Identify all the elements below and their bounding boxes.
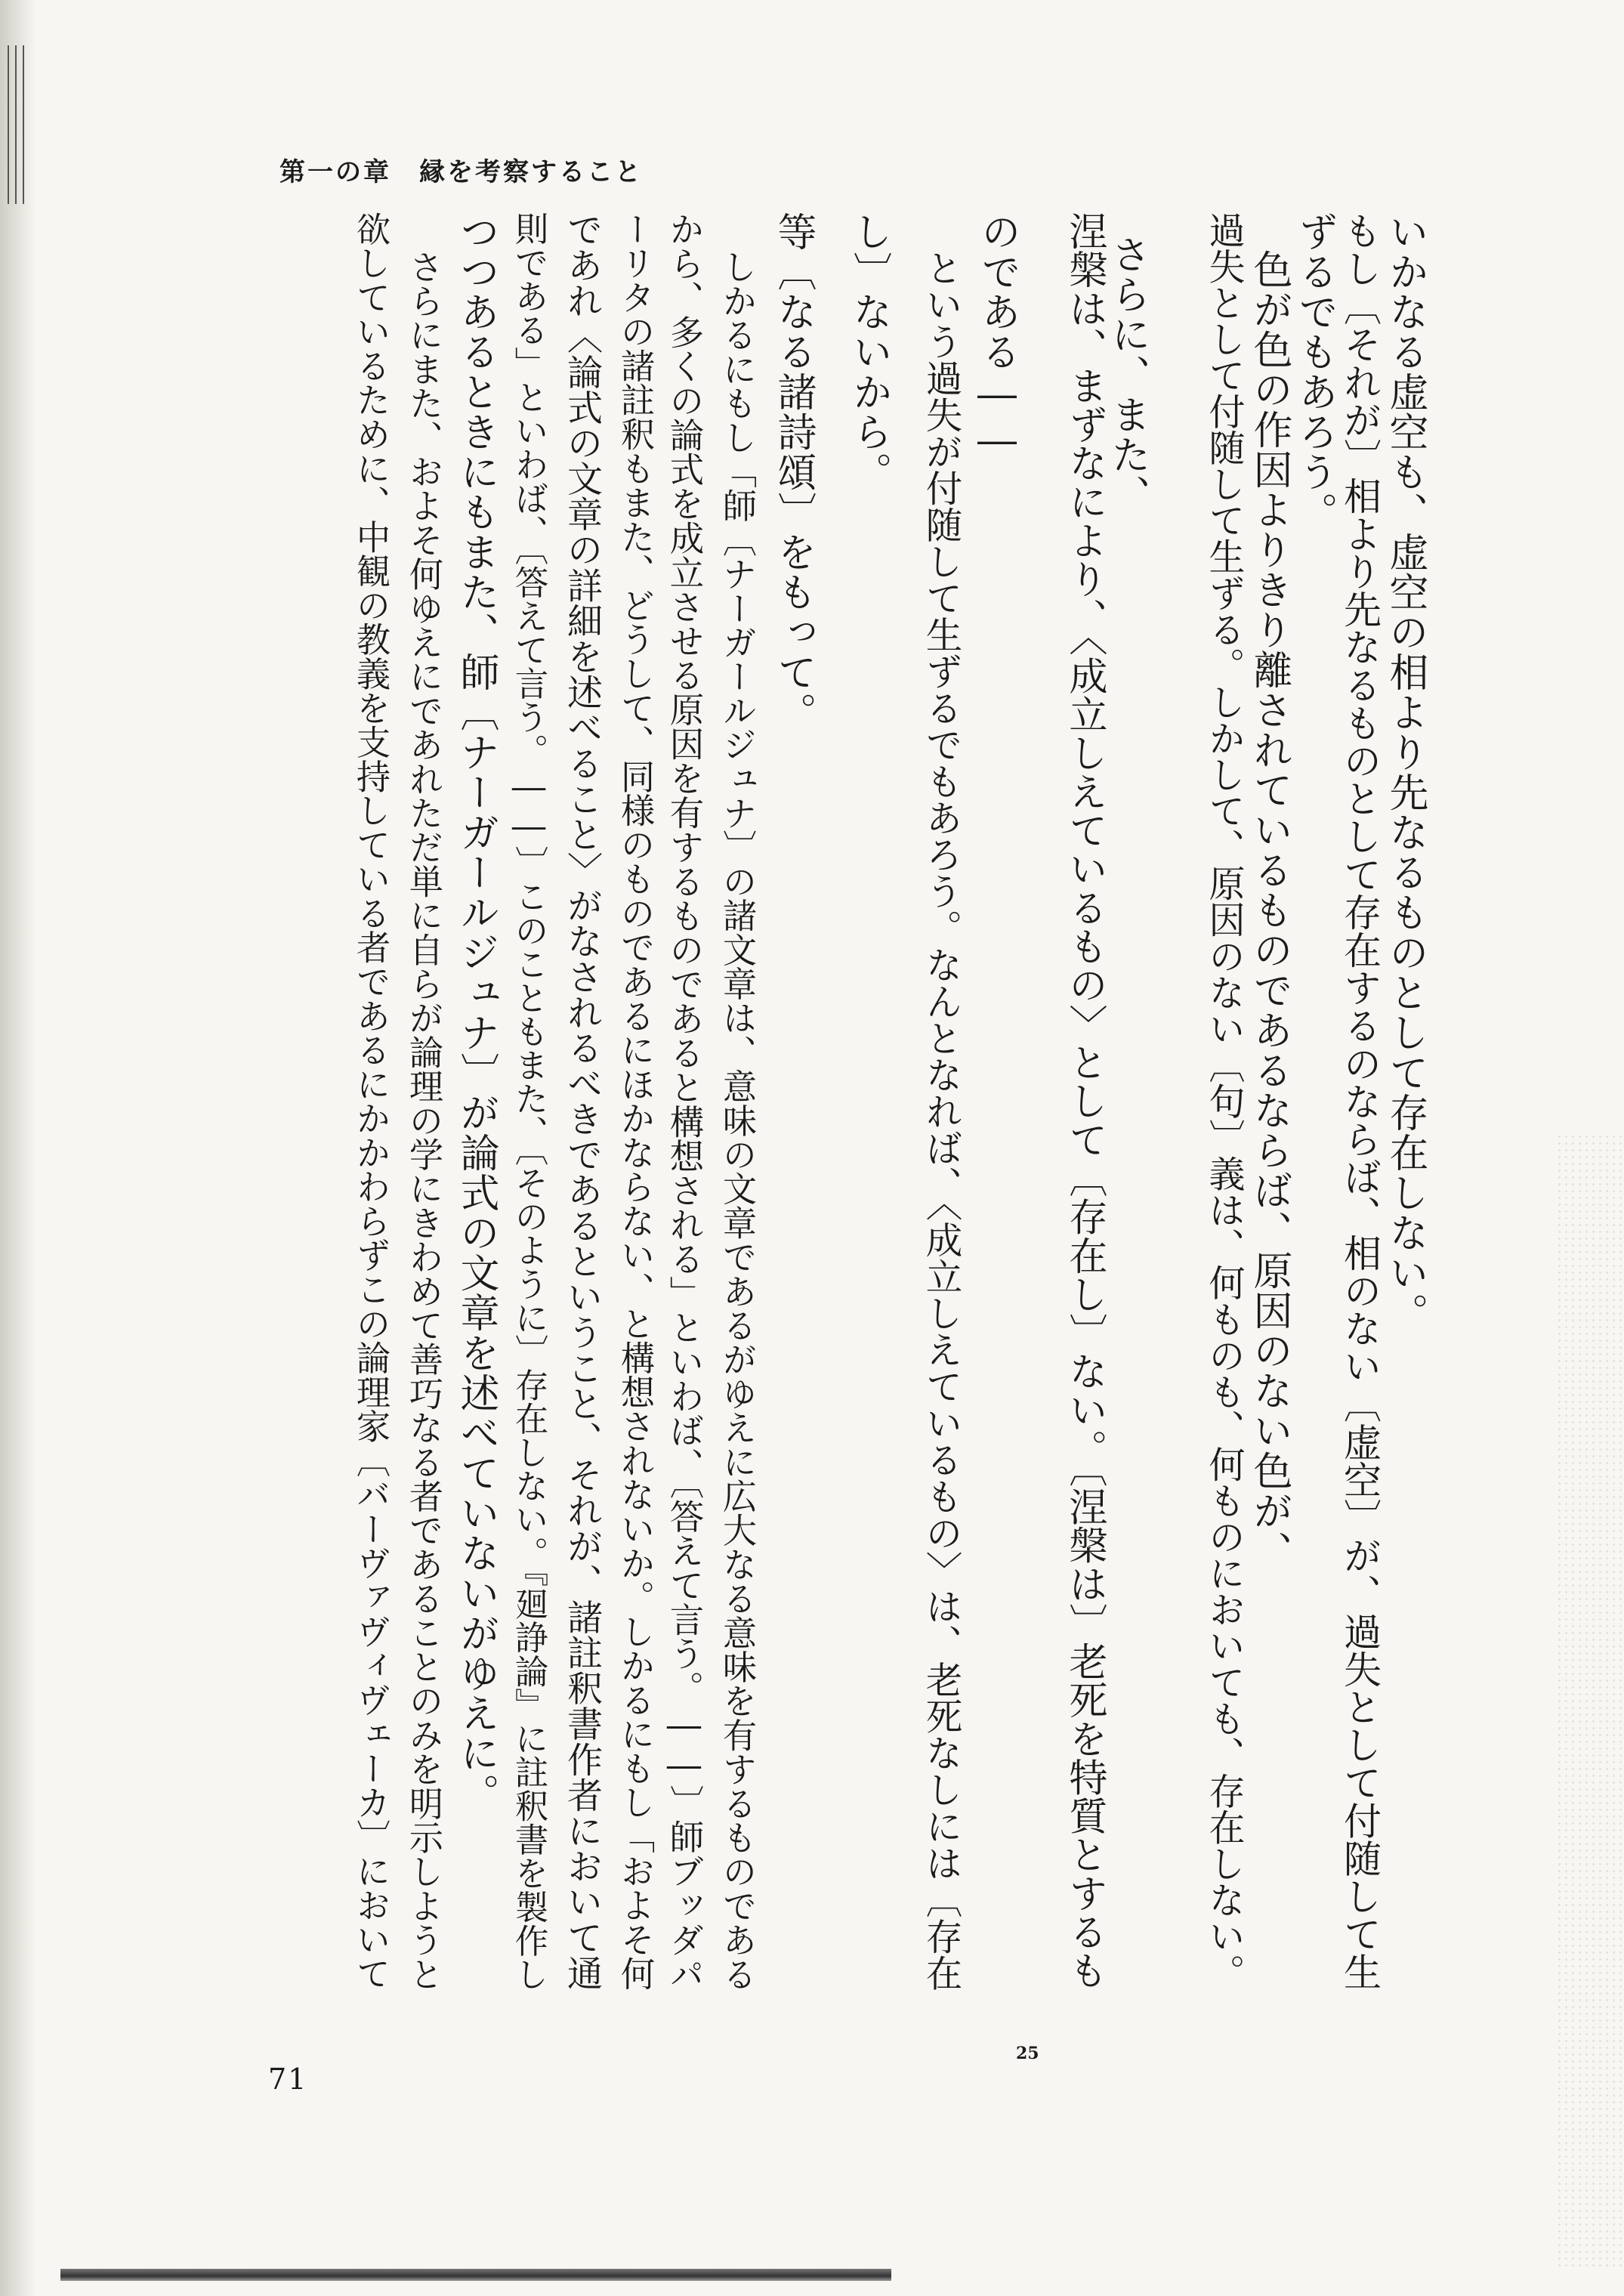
text-column: 則である」といわば、〔答えて言う。――〕このこともまた、〔そのように〕存在しない。『廻諍論』に註釈書を製作し: [509, 212, 548, 1991]
binding-line: [23, 45, 24, 204]
chapter-header: 第一の章 縁を考察すること: [279, 157, 643, 187]
text-column: さらに、また、: [1104, 234, 1150, 515]
binding-line: [15, 45, 17, 204]
page-number: 71: [268, 2063, 308, 2096]
binding-shadow: [0, 0, 36, 2296]
scan-speckle: [1556, 1133, 1624, 2267]
text-column: のである――: [974, 212, 1020, 464]
text-column: もし〔それが〕相より先なるものとして存在するのならば、相のない〔虚空〕が、過失として付随して生: [1338, 212, 1382, 1991]
text-column: つつあるときにもまた、師〔ナーガールジュナ〕が論式の文章を述べていないがゆえに。: [453, 212, 499, 1813]
text-column: であれ〈論式の文章の詳細を述べること〉がなされるべきであるということ、それが、諸註釈書作者において通: [561, 212, 603, 1991]
text-column: しかるにもし「師〔ナーガールジュナ〕の諸文章は、意味の文章であるがゆえに広大なる意味を有するものである: [717, 249, 757, 1992]
text-column: さらにまた、およそ何ゆえにであれただ単に自らが論理の学にきわめて善巧なる者であることのみを明示しようと: [403, 249, 443, 1992]
text-column: 涅槃は、まずなにより、〈成立しえているもの〉として〔存在し〕ない。〔涅槃は〕老死を特質とするも: [1062, 212, 1107, 1990]
text-column: 等〔なる諸詩頌〕をもって。: [770, 212, 816, 732]
text-column: ーリタの諸註釈もまた、どうして、同様のものであるにほかならない、と構想されないか。しかるにもし「およそ何: [615, 212, 655, 1991]
scan-edge-bar: [60, 2269, 891, 2281]
text-column: から、多くの論式を成立させる原因を有するものであると構想される」といわば、〔答えて言う。――〕師ブッダパ: [664, 212, 704, 1992]
text-column: し〕ないから。: [846, 212, 891, 492]
margin-number: 25: [1016, 2044, 1039, 2063]
text-column: 欲しているために、中観の教義を支持している者であるにかかわらずこの論理家〔バーヴァヴィヴェーカ〕において: [350, 212, 391, 1991]
binding-line: [8, 45, 9, 204]
text-column: という過失が付随して生ずるでもあろう。なんとなれば、〈成立しえているもの〉は、老死なしには〔存在: [919, 249, 962, 1992]
text-column: 色が色の作因よりきり離されているものであるならば、原因のない色が、: [1246, 249, 1292, 1571]
text-column: いかなる虚空も、虚空の相より先なるものとして存在しない。: [1382, 212, 1428, 1333]
text-column: 過失として付随して生ずる。しかして、原因のない〔句〕義は、何ものも、何ものにおいても、存在しない。: [1203, 212, 1245, 1991]
text-column: ずるでもあろう。: [1292, 212, 1337, 532]
